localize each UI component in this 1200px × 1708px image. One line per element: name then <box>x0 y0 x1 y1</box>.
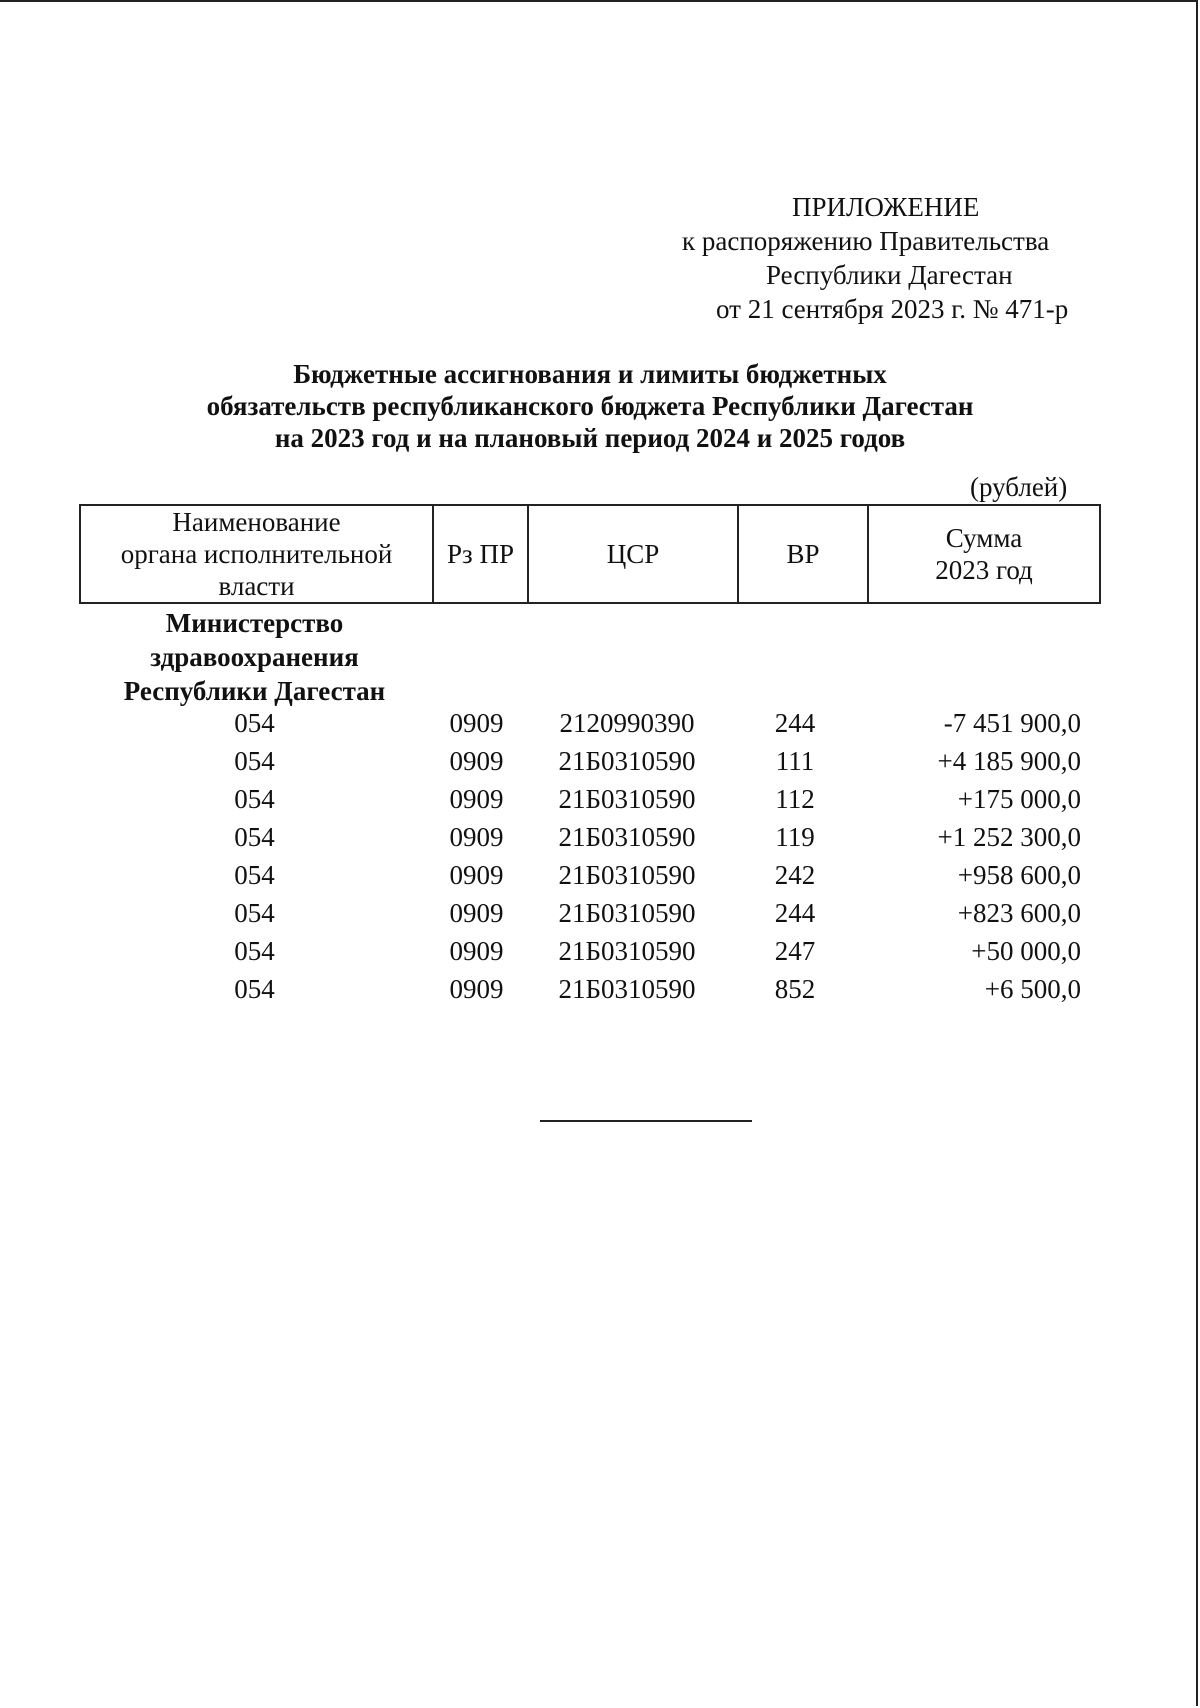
cell-code: 054 <box>234 784 275 814</box>
cell-code: 054 <box>234 974 275 1004</box>
cell-code: 054 <box>234 746 275 776</box>
cell-rz-pr: 0909 <box>449 898 504 928</box>
document-title <box>140 358 1040 454</box>
cell-sum: +175 000,0 <box>957 784 1081 814</box>
cell-csr: 2120990390 <box>559 708 695 738</box>
cell-vr: 242 <box>774 860 816 890</box>
cell-sum: +4 185 900,0 <box>937 746 1081 776</box>
header-org-line-2: органа исполнительной <box>120 539 393 569</box>
cell-vr: 244 <box>774 708 816 738</box>
cell-rz-pr: 0909 <box>449 974 504 1004</box>
header-org-line-3: власти <box>218 571 295 601</box>
end-of-document-rule <box>540 1120 752 1122</box>
cell-sum: +50 000,0 <box>971 936 1081 966</box>
cell-vr: 852 <box>774 974 816 1004</box>
cell-rz-pr: 0909 <box>449 860 504 890</box>
document-title-line-3: на 2023 год и на плановый период 2024 и 2025 годов <box>274 423 906 453</box>
cell-code: 054 <box>234 936 275 966</box>
header-sum <box>868 505 1100 603</box>
cell-vr: 247 <box>774 936 816 966</box>
cell-rz-pr: 0909 <box>449 936 504 966</box>
cell-csr: 21Б0310590 <box>558 860 696 890</box>
header-rz-pr: Рз ПР <box>433 505 528 603</box>
table-body <box>79 606 1091 1012</box>
org-name-line-3: Республики Дагестан <box>123 676 386 706</box>
document-title-line-1: Бюджетные ассигнования и лимиты бюджетных <box>293 359 887 389</box>
appendix-line-2: Республики Дагестан <box>766 260 1013 290</box>
header-sum-line-2: 2023 год <box>935 555 1033 585</box>
cell-code: 054 <box>234 822 275 852</box>
table-row <box>79 860 1091 898</box>
table-row <box>79 784 1091 822</box>
cell-sum: +6 500,0 <box>984 974 1081 1004</box>
cell-rz-pr: 0909 <box>449 746 504 776</box>
cell-code: 054 <box>234 860 275 890</box>
cell-sum: +958 600,0 <box>957 860 1081 890</box>
cell-code: 054 <box>234 708 275 738</box>
document-title-line-2: обязательств республиканского бюджета Республики Дагестан <box>206 391 974 421</box>
cell-rz-pr: 0909 <box>449 784 504 814</box>
cell-rz-pr: 0909 <box>449 708 504 738</box>
cell-vr: 111 <box>775 746 815 776</box>
cell-csr: 21Б0310590 <box>558 898 696 928</box>
cell-rz-pr: 0909 <box>449 822 504 852</box>
budget-table-header <box>79 504 1101 604</box>
cell-sum: +823 600,0 <box>957 898 1081 928</box>
header-vr: ВР <box>738 505 868 603</box>
cell-sum: -7 451 900,0 <box>943 708 1081 738</box>
org-name-line-1: Министерство <box>165 608 344 638</box>
header-org <box>80 505 433 603</box>
appendix-header <box>620 190 1080 326</box>
appendix-line-1: к распоряжению Правительства <box>682 226 1050 256</box>
cell-csr: 21Б0310590 <box>558 974 696 1004</box>
table-row <box>79 822 1091 860</box>
units-label: (рублей) <box>970 472 1068 502</box>
cell-csr: 21Б0310590 <box>558 822 696 852</box>
cell-csr: 21Б0310590 <box>558 784 696 814</box>
org-name-line-2: здравоохранения <box>150 642 359 672</box>
appendix-title: ПРИЛОЖЕНИЕ <box>792 192 980 222</box>
appendix-line-3: от 21 сентября 2023 г. № 471-р <box>716 294 1069 324</box>
cell-vr: 244 <box>774 898 816 928</box>
header-org-line-1: Наименование <box>172 507 341 537</box>
table-row <box>79 974 1091 1012</box>
cell-code: 054 <box>234 898 275 928</box>
org-name <box>79 606 430 708</box>
table-row <box>79 898 1091 936</box>
header-sum-line-1: Сумма <box>945 523 1023 553</box>
table-row <box>79 746 1091 784</box>
cell-vr: 119 <box>775 822 815 852</box>
cell-csr: 21Б0310590 <box>558 936 696 966</box>
table-row <box>79 708 1091 746</box>
cell-vr: 112 <box>775 784 815 814</box>
cell-sum: +1 252 300,0 <box>937 822 1081 852</box>
table-row <box>79 936 1091 974</box>
header-csr: ЦСР <box>528 505 738 603</box>
cell-csr: 21Б0310590 <box>558 746 696 776</box>
table-header-row <box>80 505 1100 603</box>
